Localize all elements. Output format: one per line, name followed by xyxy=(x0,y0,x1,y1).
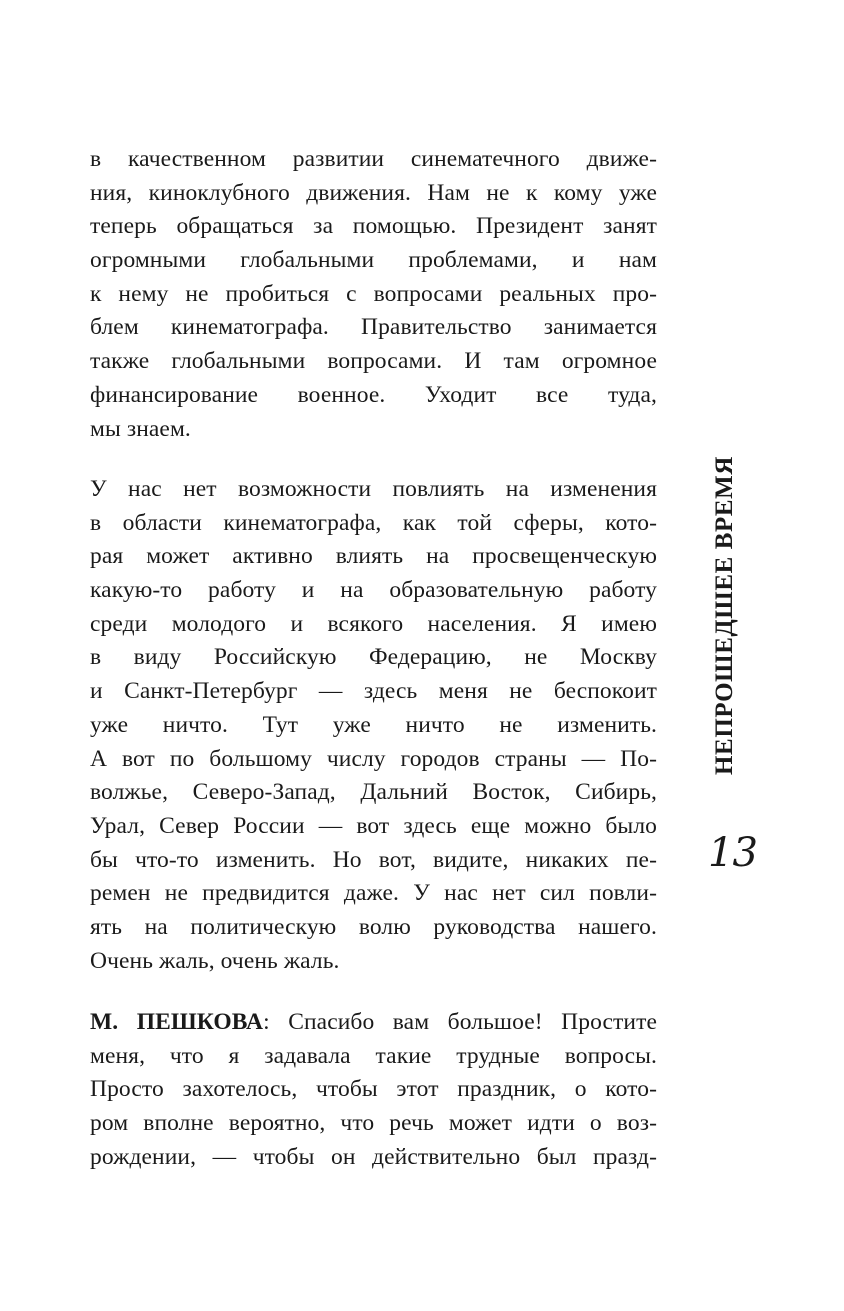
text-line: меня, что я задавала такие трудные вопросы. xyxy=(90,1042,657,1069)
text-line: волжье, Северо-Запад, Дальний Восток, Сибирь, xyxy=(90,779,657,806)
text-line: Урал, Север России — вот здесь еще можно было xyxy=(90,812,657,839)
text-line: также глобальными вопросами. И там огромное xyxy=(90,348,657,375)
text-line xyxy=(90,1006,657,1040)
text-line: Очень жаль, очень жаль. xyxy=(90,947,340,974)
text-line: рождении, — чтобы он действительно был празд- xyxy=(90,1143,657,1170)
paragraph-3 xyxy=(90,1006,657,1174)
text-line: ром вполне вероятно, что речь может идти о воз- xyxy=(90,1110,657,1137)
text-line: блем кинематографа. Правительство занимается xyxy=(90,314,657,341)
page-number: 13 xyxy=(708,830,757,876)
text-line: теперь обращаться за помощью. Президент занят xyxy=(90,213,657,240)
text-line: Просто захотелось, чтобы этот праздник, о кото- xyxy=(90,1076,657,1103)
text-line: в виду Российскую Федерацию, не Москву xyxy=(90,644,657,671)
text-line: уже ничто. Тут уже ничто не изменить. xyxy=(90,711,657,738)
text-line: и Санкт-Петербург — здесь меня не беспокоит xyxy=(90,678,657,705)
paragraph-2 xyxy=(90,473,657,978)
running-title: НЕПРОШЕДШЕЕ ВРЕМЯ xyxy=(711,456,738,775)
speaker-name: М. ПЕШКОВА xyxy=(90,1009,264,1035)
text-line: рая может активно влиять на просвещенческую xyxy=(90,543,657,570)
text-line: А вот по большому числу городов страны — По- xyxy=(90,745,657,772)
text-line: финансирование военное. Уходит все туда, xyxy=(90,381,657,408)
text-line: к нему не пробиться с вопросами реальных про- xyxy=(90,280,657,307)
speaker-first-line: : Спасибо вам большое! Простите xyxy=(263,1009,658,1035)
text-line: ять на политическую волю руководства нашего. xyxy=(90,913,657,940)
text-line: в области кинематографа, как той сферы, кото- xyxy=(90,509,657,536)
paragraph-1 xyxy=(90,143,657,446)
text-line: ремен не предвидится даже. У нас нет сил повли- xyxy=(90,880,657,907)
text-line: огромными глобальными проблемами, и нам xyxy=(90,247,657,274)
text-line: в качественном развитии синематечного движе- xyxy=(90,146,657,172)
text-line: среди молодого и всякого населения. Я имею xyxy=(90,610,657,637)
text-line: У нас нет возможности повлиять на изменения xyxy=(90,476,657,502)
text-line: ния, киноклубного движения. Нам не к кому уже xyxy=(90,179,657,206)
text-line: мы знаем. xyxy=(90,415,191,442)
text-line: какую-то работу и на образовательную работу xyxy=(90,577,657,604)
text-line: бы что-то изменить. Но вот, видите, никаких пе- xyxy=(90,846,657,873)
